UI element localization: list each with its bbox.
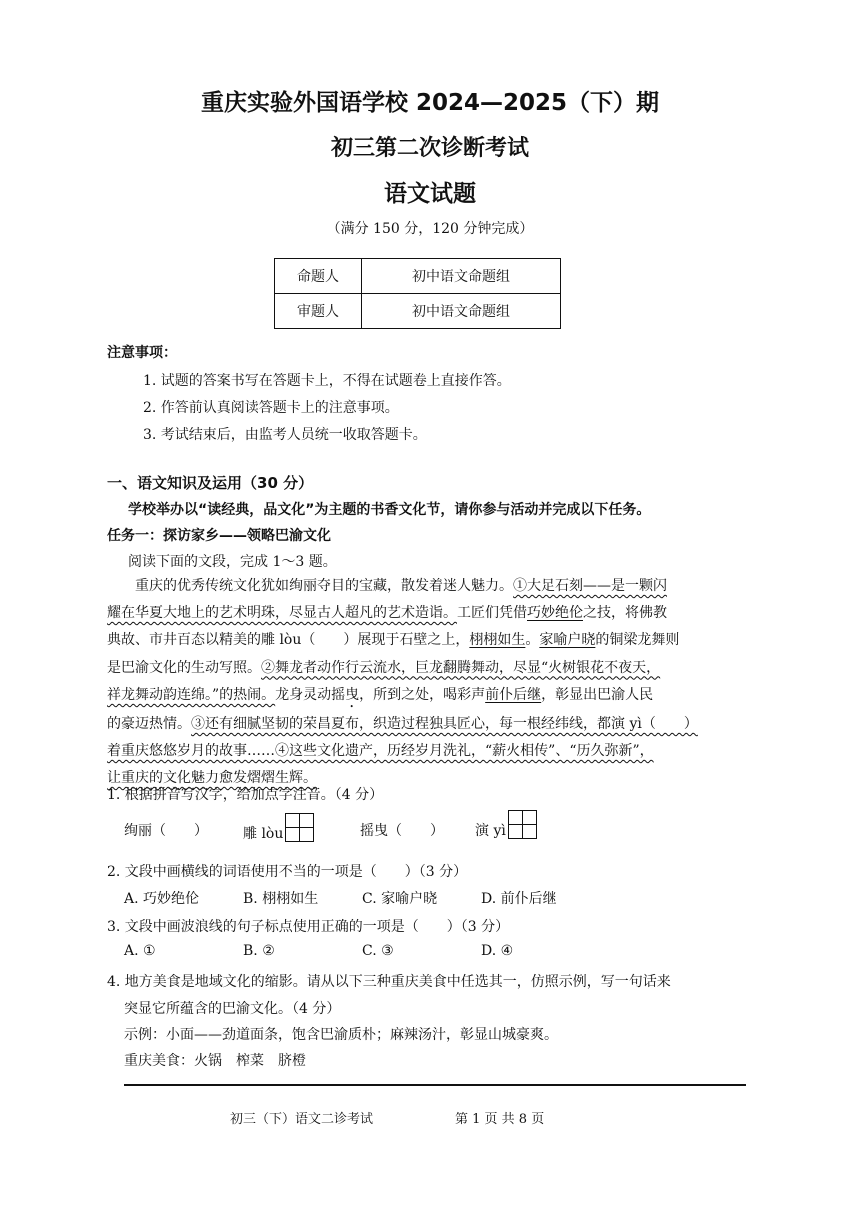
section-title: 一、语文知识及运用（30 分） bbox=[107, 474, 314, 492]
passage-text: 。 bbox=[525, 632, 540, 649]
underlined-word-d: 前仆后继 bbox=[485, 686, 542, 703]
wavy-sentence-2-cont: 祥龙舞动韵连绵。”的热闹。 bbox=[107, 686, 276, 703]
character-box bbox=[285, 813, 314, 842]
q1-stem: 1. 根据拼音写汉字，给加点字注音。（4 分） bbox=[107, 787, 384, 803]
reviewer-role: 审题人 bbox=[275, 294, 362, 329]
passage-line bbox=[107, 655, 749, 682]
score-info: （满分 150 分，120 分钟完成） bbox=[326, 221, 534, 237]
notice-title: 注意事项： bbox=[107, 345, 177, 361]
wavy-sentence-2: ②舞龙者动作行云流水，巨龙翻腾舞动，尽显“火树银花不夜天， bbox=[261, 659, 661, 676]
q2-option-a: A. 巧妙绝伦 bbox=[124, 891, 200, 907]
q1-blank-3: 摇曳（ ） bbox=[360, 823, 444, 839]
reviewer-name: 初中语文命题组 bbox=[362, 294, 561, 329]
examiner-name: 初中语文命题组 bbox=[362, 259, 561, 294]
passage-line bbox=[107, 738, 749, 765]
notice-item-3: 3. 考试结束后，由监考人员统一收取答题卡。 bbox=[143, 427, 427, 443]
passage-line bbox=[107, 600, 749, 627]
passage-text: 龙身灵动摇 bbox=[275, 686, 346, 703]
wavy-sentence-4-cont: 让重庆的文化魅力愈发熠熠生辉。 bbox=[107, 770, 317, 787]
wavy-sentence-3: ③还有细腻坚韧的荣昌夏布，织造过程独具匠心，每一根经纬线，都演 yì（ ） bbox=[191, 715, 698, 732]
passage-text: 的豪迈热情。 bbox=[107, 715, 191, 732]
reviewer-row bbox=[275, 294, 561, 329]
passage bbox=[107, 573, 749, 792]
q4-example: 示例：小面——劲道面条，饱含巴渝质朴；麻辣汤汁，彰显山城豪爽。 bbox=[124, 1027, 558, 1043]
passage-text: ，所到之处，喝彩声 bbox=[359, 686, 486, 703]
wavy-sentence-1-cont: 耀在华夏大地上的艺术明珠，尽显古人超凡的艺术造诣。 bbox=[107, 605, 457, 622]
q2-stem: 2. 文段中画横线的词语使用不当的一项是（ ）（3 分） bbox=[107, 864, 468, 880]
notice-item-1: 1. 试题的答案书写在答题卡上，不得在试题卷上直接作答。 bbox=[143, 373, 511, 389]
footer-exam: 初三（下）语文二诊考试 bbox=[230, 1112, 374, 1127]
passage-text: 的铜梁龙舞则 bbox=[595, 632, 680, 649]
passage-line bbox=[107, 573, 749, 600]
q1-blank-4-label: 演 yì bbox=[475, 823, 506, 839]
q3-option-b: B. ② bbox=[243, 943, 275, 959]
q4-stem-1: 4. 地方美食是地域文化的缩影。请从以下三种重庆美食中任选其一，仿照示例，写一句话来 bbox=[107, 974, 671, 990]
q3-stem: 3. 文段中画波浪线的句子标点使用正确的一项是（ ）（3 分） bbox=[107, 919, 510, 935]
passage-text: 重庆的优秀传统文化犹如绚丽夺目的宝藏，散发着迷人魅力。 bbox=[135, 578, 513, 594]
subject-title: 语文试题 bbox=[384, 181, 476, 207]
examiner-row bbox=[275, 259, 561, 294]
passage-line bbox=[107, 711, 749, 738]
task-title: 任务一：探访家乡——领略巴渝文化 bbox=[107, 528, 331, 544]
q4-stem-2: 突显它所蕴含的巴渝文化。（4 分） bbox=[124, 1001, 341, 1017]
underlined-word-a: 巧妙绝伦 bbox=[527, 605, 583, 622]
underlined-word-c: 家喻户晓 bbox=[539, 632, 596, 649]
passage-text: 是巴渝文化的生动写照。 bbox=[107, 659, 261, 676]
q3-option-a: A. ① bbox=[124, 943, 156, 959]
q1-blank-1: 绚丽（ ） bbox=[124, 823, 208, 839]
section-intro: 学校举办以“读经典，品文化”为主题的书香文化节，请你参与活动并完成以下任务。 bbox=[128, 502, 651, 518]
footer-page: 第 1 页 共 8 页 bbox=[455, 1112, 545, 1127]
notice-item-2: 2. 作答前认真阅读答题卡上的注意事项。 bbox=[143, 400, 399, 416]
q2-option-d: D. 前仆后继 bbox=[481, 891, 557, 907]
school-title: 重庆实验外国语学校 2024—2025（下）期 bbox=[200, 90, 660, 116]
character-box bbox=[508, 810, 537, 839]
q1-blank-2-label: 雕 lòu bbox=[243, 826, 284, 842]
passage-text: ，彰显出巴渝人民 bbox=[541, 686, 654, 703]
q2-option-c: C. 家喻户晓 bbox=[362, 891, 438, 907]
q4-foods: 重庆美食：火锅 榨菜 脐橙 bbox=[124, 1053, 306, 1069]
wavy-sentence-4: ④这些文化遗产，历经岁月洗礼，“薪火相传”、“历久弥新”， bbox=[275, 743, 654, 760]
footer-divider bbox=[124, 1084, 746, 1086]
passage-line bbox=[107, 682, 749, 711]
dotted-char: 曳 bbox=[345, 686, 360, 703]
underlined-word-b: 栩栩如生 bbox=[469, 632, 526, 649]
q1-blank-2 bbox=[243, 813, 314, 843]
examiner-table bbox=[274, 258, 561, 329]
passage-text: 典故、市井百态以精美的雕 lòu（ ）展现于石壁之上， bbox=[107, 632, 470, 649]
examiner-role: 命题人 bbox=[275, 259, 362, 294]
wavy-sentence-1: ①大足石刻——是一颗闪 bbox=[513, 578, 667, 594]
q2-option-b: B. 栩栩如生 bbox=[243, 891, 319, 907]
q1-blank-4 bbox=[475, 810, 537, 840]
q3-option-d: D. ④ bbox=[481, 943, 514, 959]
passage-text: 之技，将佛教 bbox=[583, 605, 667, 622]
q3-option-c: C. ③ bbox=[362, 943, 394, 959]
exam-title: 初三第二次诊断考试 bbox=[330, 136, 529, 161]
wavy-sentence-3-cont: 着重庆悠悠岁月的故事…… bbox=[107, 743, 275, 760]
passage-text: 工匠们凭借 bbox=[457, 605, 527, 622]
passage-instruction: 阅读下面的文段，完成 1～3 题。 bbox=[128, 554, 337, 570]
passage-line bbox=[107, 627, 749, 654]
